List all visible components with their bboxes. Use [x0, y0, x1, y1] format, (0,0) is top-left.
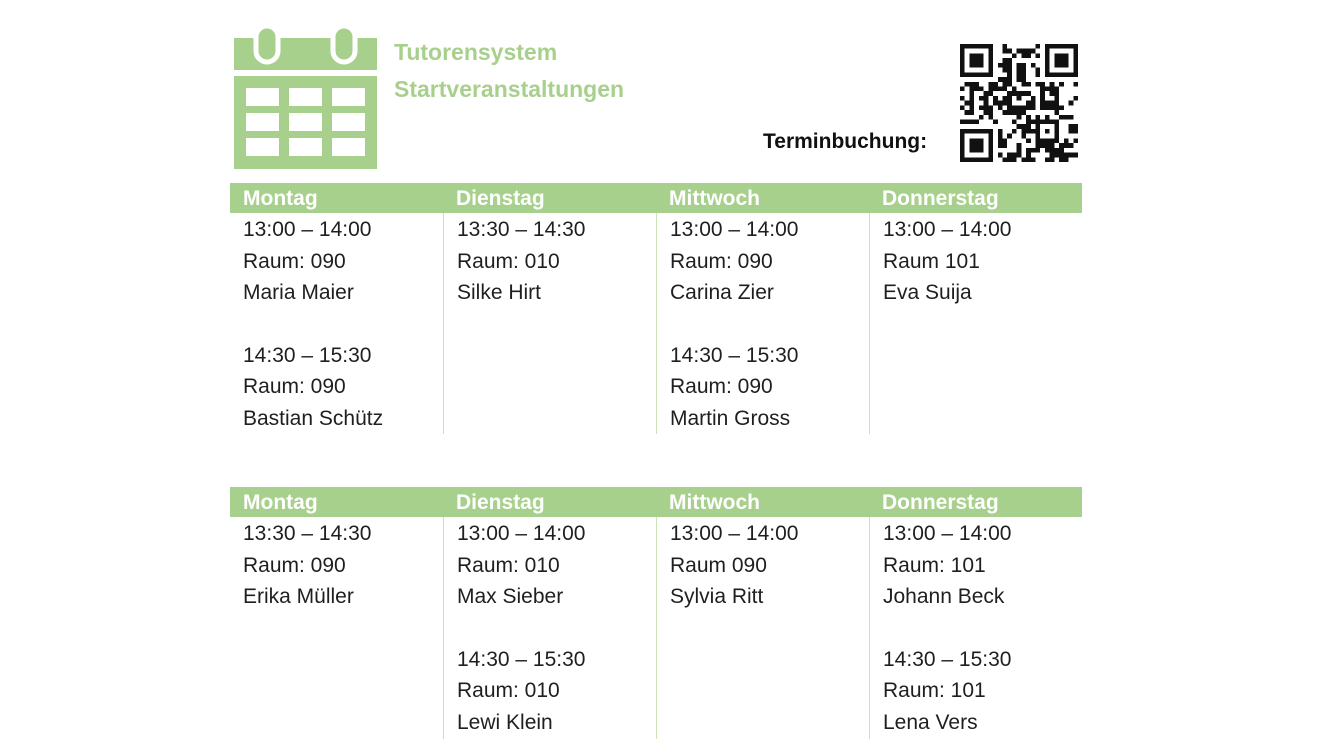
- time-slot: [243, 214, 443, 309]
- schedule-table: [230, 487, 1082, 739]
- slot-time: 13:30 – 14:30: [243, 522, 372, 545]
- time-slot: [670, 340, 869, 435]
- slot-room: Raum: 090: [243, 375, 346, 398]
- slot-tutor: Silke Hirt: [457, 281, 542, 304]
- slot-room: Raum 101: [883, 249, 980, 273]
- schedule-header-row: [230, 183, 1082, 213]
- page-subtitle: Startveranstaltungen: [394, 76, 625, 102]
- day-column: [230, 517, 443, 739]
- time-slot: [457, 644, 656, 739]
- slot-room: Raum: 090: [243, 553, 346, 577]
- slot-tutor: Max Sieber: [457, 585, 564, 608]
- day-header: Montag: [243, 187, 318, 210]
- time-slot: [243, 340, 443, 435]
- slot-time: 14:30 – 15:30: [670, 343, 799, 367]
- slot-tutor: Lena Vers: [883, 710, 978, 734]
- slot-tutor: Lewi Klein: [457, 710, 553, 734]
- calendar-icon: [234, 26, 377, 169]
- slot-room: Raum: 101: [883, 553, 986, 577]
- day-column: [656, 517, 869, 739]
- time-slot: [883, 518, 1082, 613]
- page-title: Tutorensystem: [394, 39, 558, 65]
- time-slot: [457, 518, 656, 613]
- slot-time: 14:30 – 15:30: [457, 647, 586, 671]
- qr-code-icon[interactable]: [960, 44, 1078, 162]
- time-slot: [883, 644, 1082, 739]
- slot-tutor: Bastian Schütz: [243, 406, 384, 430]
- slot-time: 14:30 – 15:30: [883, 647, 1012, 671]
- slot-time: 13:00 – 14:00: [457, 522, 586, 545]
- slot-tutor: Carina Zier: [670, 281, 774, 304]
- day-column: [443, 517, 656, 739]
- slot-tutor: Martin Gross: [670, 406, 791, 430]
- day-column: [230, 213, 443, 434]
- schedule-table: [230, 183, 1082, 434]
- slot-tutor: Erika Müller: [243, 585, 354, 608]
- slot-tutor: Eva Suija: [883, 281, 972, 304]
- booking-label: Terminbuchung:: [763, 130, 928, 153]
- slot-time: 13:00 – 14:00: [670, 522, 799, 545]
- day-column: [869, 213, 1082, 434]
- slot-time: 14:30 – 15:30: [243, 343, 372, 367]
- slot-time: 13:00 – 14:00: [243, 218, 372, 241]
- slot-room: Raum: 090: [243, 249, 346, 273]
- slot-tutor: Johann Beck: [883, 585, 1005, 608]
- schedule-body-row: [230, 213, 1082, 434]
- slot-room: Raum 090: [670, 553, 767, 577]
- schedule-header-row: [230, 487, 1082, 517]
- day-header: Mittwoch: [669, 491, 760, 514]
- slot-room: Raum: 010: [457, 679, 560, 702]
- day-header: Montag: [243, 491, 318, 514]
- day-column: [443, 213, 656, 434]
- slot-room: Raum: 090: [670, 375, 773, 398]
- day-header: Dienstag: [456, 187, 545, 210]
- day-header: Donnerstag: [882, 187, 999, 210]
- day-header: Donnerstag: [882, 491, 999, 514]
- slot-room: Raum: 010: [457, 553, 560, 577]
- day-column: [656, 213, 869, 434]
- schedule-body-row: [230, 517, 1082, 739]
- time-slot: [457, 214, 656, 309]
- slot-room: Raum: 101: [883, 679, 986, 702]
- day-header: Dienstag: [456, 491, 545, 514]
- day-column: [869, 517, 1082, 739]
- slot-time: 13:00 – 14:00: [883, 218, 1012, 241]
- slot-room: Raum: 090: [670, 249, 773, 273]
- slot-time: 13:00 – 14:00: [883, 522, 1012, 545]
- slot-tutor: Sylvia Ritt: [670, 585, 764, 608]
- slot-time: 13:00 – 14:00: [670, 218, 799, 241]
- time-slot: [670, 518, 869, 613]
- time-slot: [243, 518, 443, 613]
- time-slot: [670, 214, 869, 309]
- day-header: Mittwoch: [669, 187, 760, 210]
- slot-tutor: Maria Maier: [243, 281, 354, 304]
- time-slot: [883, 214, 1082, 309]
- slot-time: 13:30 – 14:30: [457, 218, 586, 241]
- slot-room: Raum: 010: [457, 249, 560, 273]
